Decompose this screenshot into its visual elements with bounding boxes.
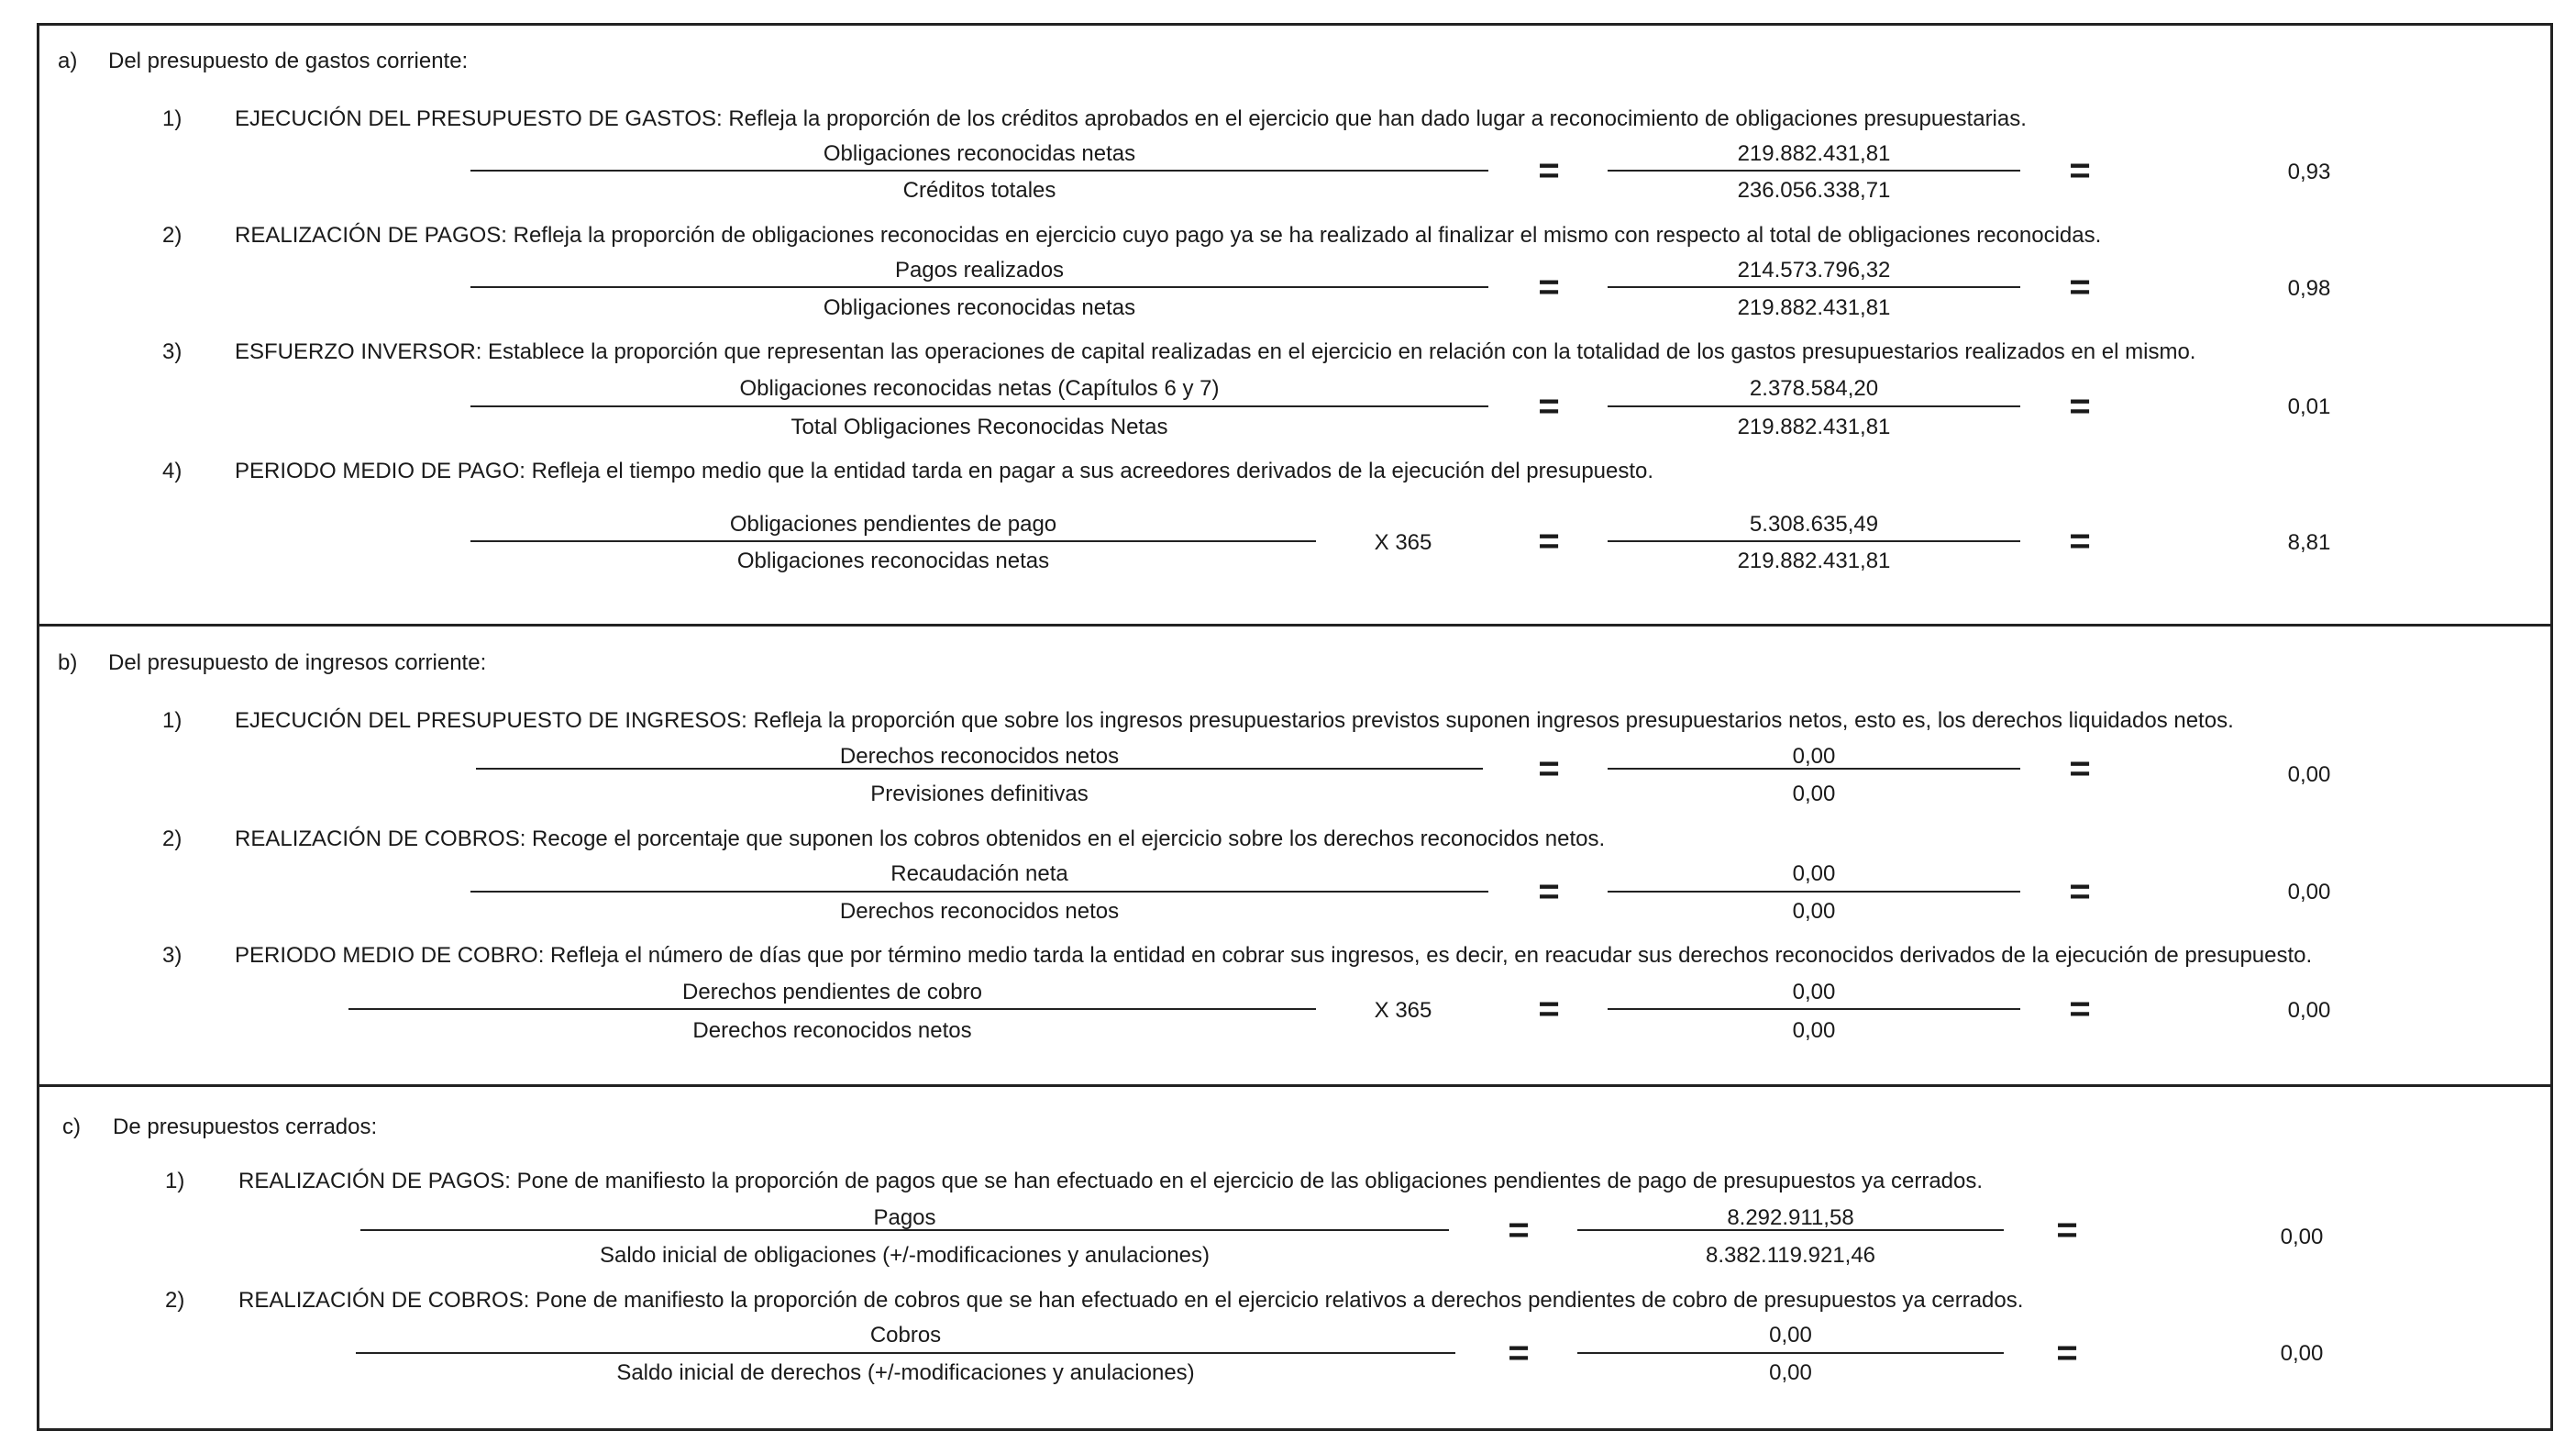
- numerator-label: Cobros: [869, 1323, 942, 1348]
- value-fraction-bar: [1577, 1352, 2004, 1354]
- equals-sign: =: [1508, 1210, 1530, 1250]
- numerator-value: 0,00: [1792, 980, 1836, 1004]
- result-value: 0,00: [2287, 998, 2331, 1023]
- denominator-value: 0,00: [1792, 899, 1836, 924]
- equals-sign: =: [2069, 989, 2091, 1029]
- denominator-value: 8.382.119.921,46: [1705, 1243, 1876, 1268]
- equals-sign: =: [1538, 386, 1560, 427]
- indicator-description: ESFUERZO INVERSOR: Establece la proporción que representan las operaciones de capital realizadas en el ejercicio en relación con la totalidad de los gastos presupuestarios realizados en el mismo.: [235, 339, 2196, 364]
- equals-sign: =: [2069, 521, 2091, 561]
- numerator-value: 219.882.431,81: [1737, 141, 1891, 166]
- fraction-bar: [470, 170, 1488, 172]
- denominator-label: Derechos reconocidos netos: [692, 1018, 972, 1043]
- section-title: Del presupuesto de ingresos corriente:: [108, 650, 487, 675]
- denominator-value: 0,00: [1792, 1018, 1836, 1043]
- multiplier: X 365: [1374, 530, 1432, 555]
- result-value: 0,00: [2280, 1341, 2324, 1366]
- numerator-label: Derechos pendientes de cobro: [682, 980, 982, 1004]
- denominator-label: Obligaciones reconocidas netas: [823, 295, 1136, 320]
- indicator-description: PERIODO MEDIO DE COBRO: Refleja el número de días que por término medio tarda la entidad en cobrar sus ingresos, es decir, en reacudar sus derechos reconocidos derivados de la ejecución de presupuesto.: [235, 943, 2313, 968]
- indicator-number: 3): [162, 339, 182, 364]
- section-title: Del presupuesto de gastos corriente:: [108, 49, 469, 73]
- indicator-number: 4): [162, 459, 182, 483]
- value-fraction-bar: [1608, 540, 2020, 542]
- indicator-number: 3): [162, 943, 182, 968]
- fraction-bar: [476, 768, 1483, 770]
- numerator-value: 5.308.635,49: [1749, 512, 1879, 537]
- numerator-label: Pagos realizados: [894, 258, 1065, 283]
- denominator-value: 219.882.431,81: [1737, 415, 1891, 439]
- equals-sign: =: [1538, 521, 1560, 561]
- denominator-label: Saldo inicial de derechos (+/-modificaciones y anulaciones): [616, 1360, 1195, 1385]
- indicator-number: 2): [165, 1288, 185, 1313]
- equals-sign: =: [1538, 749, 1560, 789]
- indicator-description: REALIZACIÓN DE COBROS: Pone de manifiesto la proporción de cobros que se han efectuado en el ejercicio relativos a derechos pendientes de cobro de presupuestos ya cerrados.: [238, 1288, 2024, 1313]
- equals-sign: =: [2069, 749, 2091, 789]
- value-fraction-bar: [1608, 1008, 2020, 1010]
- numerator-label: Obligaciones reconocidas netas: [823, 141, 1136, 166]
- result-value: 0,00: [2287, 762, 2331, 787]
- fraction-bar: [470, 405, 1488, 407]
- numerator-label: Obligaciones pendientes de pago: [729, 512, 1057, 537]
- value-fraction-bar: [1608, 286, 2020, 288]
- indicator-description: EJECUCIÓN DEL PRESUPUESTO DE GASTOS: Refleja la proporción de los créditos aprobados en el ejercicio que han dado lugar a reconocimiento de obligaciones presupuestarias.: [235, 106, 2027, 131]
- value-fraction-bar: [1608, 768, 2020, 770]
- denominator-value: 219.882.431,81: [1737, 549, 1891, 573]
- numerator-label: Obligaciones reconocidas netas (Capítulos 6 y 7): [739, 376, 1220, 401]
- equals-sign: =: [2069, 150, 2091, 191]
- section-divider: [37, 1084, 2553, 1087]
- equals-sign: =: [2069, 871, 2091, 912]
- indicator-description: REALIZACIÓN DE COBROS: Recoge el porcentaje que suponen los cobros obtenidos en el ejercicio sobre los derechos reconocidos netos.: [235, 826, 1606, 851]
- equals-sign: =: [2056, 1210, 2078, 1250]
- equals-sign: =: [2056, 1333, 2078, 1373]
- indicator-description: PERIODO MEDIO DE PAGO: Refleja el tiempo medio que la entidad tarda en pagar a sus acreedores derivados de la ejecución del presupuesto.: [235, 459, 1654, 483]
- result-value: 0,00: [2280, 1225, 2324, 1249]
- indicator-number: 2): [162, 223, 182, 248]
- fraction-bar: [348, 1008, 1316, 1010]
- denominator-value: 219.882.431,81: [1737, 295, 1891, 320]
- fraction-bar: [360, 1229, 1449, 1231]
- denominator-value: 0,00: [1792, 782, 1836, 806]
- equals-sign: =: [2069, 386, 2091, 427]
- fraction-bar: [470, 891, 1488, 893]
- denominator-value: 236.056.338,71: [1737, 178, 1891, 203]
- result-value: 0,01: [2287, 394, 2331, 419]
- indicator-number: 1): [162, 106, 182, 131]
- value-fraction-bar: [1608, 891, 2020, 893]
- section-marker: a): [58, 49, 78, 73]
- equals-sign: =: [2069, 267, 2091, 307]
- denominator-label: Saldo inicial de obligaciones (+/-modificaciones y anulaciones): [599, 1243, 1211, 1268]
- numerator-value: 0,00: [1769, 1323, 1812, 1348]
- value-fraction-bar: [1577, 1229, 2004, 1231]
- denominator-label: Créditos totales: [902, 178, 1056, 203]
- numerator-label: Pagos: [873, 1205, 936, 1230]
- fraction-bar: [356, 1352, 1455, 1354]
- result-value: 0,98: [2287, 276, 2331, 301]
- equals-sign: =: [1508, 1333, 1530, 1373]
- denominator-label: Previsiones definitivas: [870, 782, 1089, 806]
- numerator-label: Derechos reconocidos netos: [839, 744, 1120, 769]
- result-value: 8,81: [2287, 530, 2331, 555]
- numerator-label: Recaudación neta: [890, 861, 1068, 886]
- fraction-bar: [470, 286, 1488, 288]
- equals-sign: =: [1538, 267, 1560, 307]
- value-fraction-bar: [1608, 405, 2020, 407]
- numerator-value: 0,00: [1792, 861, 1836, 886]
- multiplier: X 365: [1374, 998, 1432, 1023]
- equals-sign: =: [1538, 150, 1560, 191]
- value-fraction-bar: [1608, 170, 2020, 172]
- indicator-description: REALIZACIÓN DE PAGOS: Refleja la proporción de obligaciones reconocidas en ejercicio cuyo pago ya se ha realizado al finalizar el mismo con respecto al total de obligaciones reconocidas.: [235, 223, 2102, 248]
- section-marker: b): [58, 650, 78, 675]
- numerator-value: 214.573.796,32: [1737, 258, 1891, 283]
- result-value: 0,93: [2287, 160, 2331, 184]
- section-divider: [37, 624, 2553, 627]
- section-marker: c): [62, 1115, 81, 1139]
- fraction-bar: [470, 540, 1316, 542]
- denominator-value: 0,00: [1769, 1360, 1812, 1385]
- indicator-number: 1): [165, 1169, 185, 1193]
- indicator-description: EJECUCIÓN DEL PRESUPUESTO DE INGRESOS: Refleja la proporción que sobre los ingresos presupuestarios previstos suponen ingresos presupuestarios netos, esto es, los derechos liquidados netos.: [235, 708, 2234, 733]
- indicator-number: 1): [162, 708, 182, 733]
- indicator-number: 2): [162, 826, 182, 851]
- numerator-value: 2.378.584,20: [1749, 376, 1879, 401]
- numerator-value: 0,00: [1792, 744, 1836, 769]
- indicator-description: REALIZACIÓN DE PAGOS: Pone de manifiesto la proporción de pagos que se han efectuado en el ejercicio de las obligaciones pendientes de pago de presupuestos ya cerrados.: [238, 1169, 1984, 1193]
- equals-sign: =: [1538, 871, 1560, 912]
- result-value: 0,00: [2287, 880, 2331, 904]
- denominator-label: Total Obligaciones Reconocidas Netas: [790, 415, 1168, 439]
- equals-sign: =: [1538, 989, 1560, 1029]
- denominator-label: Obligaciones reconocidas netas: [736, 549, 1050, 573]
- section-title: De presupuestos cerrados:: [113, 1115, 378, 1139]
- denominator-label: Derechos reconocidos netos: [839, 899, 1120, 924]
- numerator-value: 8.292.911,58: [1727, 1205, 1854, 1230]
